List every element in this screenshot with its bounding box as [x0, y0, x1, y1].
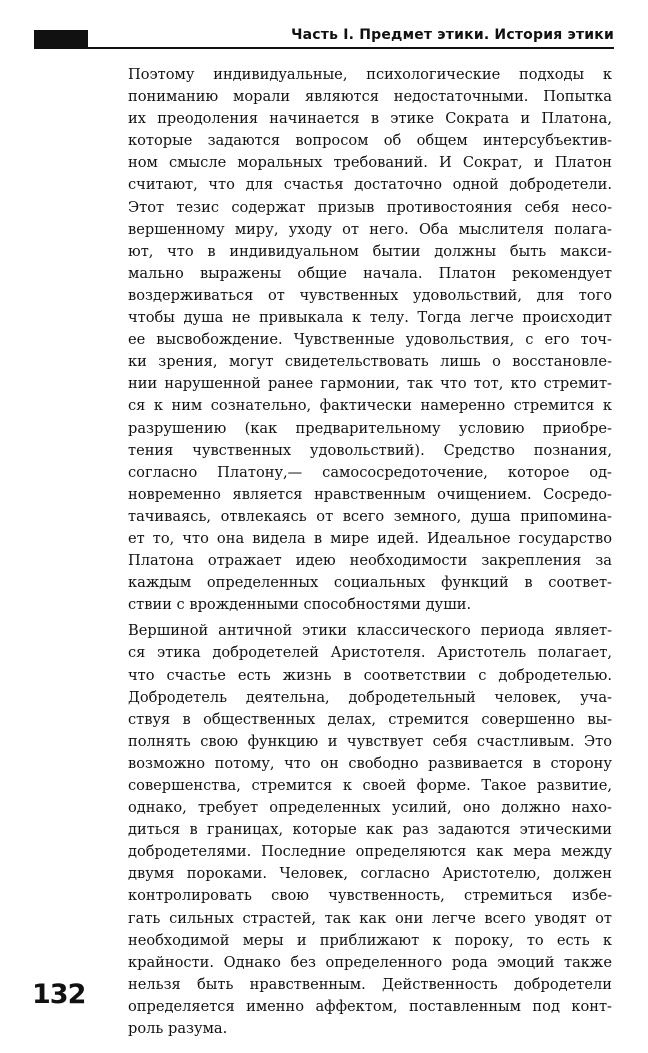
text-line: вершенному миру, уходу от него. Оба мыслителя полага-	[128, 220, 612, 238]
text-line: добродетелями. Последние определяются как мера между	[128, 843, 612, 861]
text-line: ет то, что она видела в мире идей. Идеальное государство	[128, 529, 612, 547]
text-line: разрушению (как предварительному условию приобре-	[128, 419, 612, 437]
text-line: ее высвобождение. Чувственные удовольствия, с его точ-	[128, 331, 612, 349]
text-line: контролировать свою чувственность, стремиться избе-	[128, 887, 612, 905]
text-line: ют, что в индивидуальном бытии должны быть макси-	[128, 242, 612, 260]
text-line: нии нарушенной ранее гармонии, так что тот, кто стремит-	[128, 375, 612, 393]
text-line: необходимой меры и приближают к пороку, то есть к	[128, 931, 612, 949]
paragraph-1	[128, 64, 612, 616]
text-line: Добродетель деятельна, добродетельный человек, уча-	[128, 688, 612, 706]
text-line: крайности. Однако без определенного рода эмоций также	[128, 953, 612, 971]
text-line: Платона отражает идею необходимости закрепления за	[128, 552, 612, 570]
paragraph-2	[128, 620, 612, 1040]
text-line: согласно Платону,— самососредоточение, которое од-	[128, 463, 612, 481]
text-line: воздерживаться от чувственных удовольствий, для того	[128, 286, 612, 304]
body-text	[128, 64, 612, 1040]
text-line: полнять свою функцию и чувствует себя счастливым. Это	[128, 732, 612, 750]
text-line: возможно потому, что он свободно развивается в сторону	[128, 754, 612, 772]
text-line: которые задаются вопросом об общем интерсубъектив-	[128, 132, 612, 150]
text-line: Поэтому индивидуальные, психологические подходы к	[128, 66, 612, 83]
text-line: роль разума.	[128, 1020, 228, 1038]
text-line: тения чувственных удовольствий). Средство познания,	[128, 441, 612, 459]
text-line: ствуя в общественных делах, стремится совершенно вы-	[128, 710, 612, 728]
text-line: тачиваясь, отвлекаясь от всего земного, душа припомина-	[128, 507, 612, 525]
text-line: нельзя быть нравственным. Действенность добродетели	[128, 975, 612, 993]
text-line: однако, требует определенных усилий, оно должно нахо-	[128, 799, 612, 817]
text-line: ки зрения, могут свидетельствовать лишь о восстановле-	[128, 353, 612, 371]
text-line: Этот тезис содержат призыв противостояния себя несо-	[128, 198, 612, 216]
page-number: 132	[32, 979, 86, 1010]
text-line: ном смысле моральных требований. И Сократ, и Платон	[128, 154, 612, 172]
text-line: ся этика добродетелей Аристотеля. Аристотель полагает,	[128, 644, 612, 662]
text-line: гать сильных страстей, так как они легче всего уводят от	[128, 909, 612, 927]
text-line: пониманию морали являются недостаточными. Попытка	[128, 88, 612, 106]
text-line: что счастье есть жизнь в соответствии с добродетелью.	[128, 666, 612, 684]
running-head: Часть I. Предмет этики. История этики	[291, 27, 614, 43]
header-rule	[34, 47, 614, 49]
text-line: ствии с врожденными способностями души.	[128, 596, 472, 614]
text-line: новременно является нравственным очищением. Сосредо-	[128, 485, 612, 503]
text-line: ся к ним сознательно, фактически намеренно стремится к	[128, 397, 612, 415]
text-line: диться в границах, которые как раз задаются этическими	[128, 821, 612, 839]
text-line: совершенства, стремится к своей форме. Такое развитие,	[128, 777, 612, 794]
text-line: определяется именно аффектом, поставленным под конт-	[128, 997, 612, 1015]
text-line: их преодоления начинается в этике Сократа и Платона,	[128, 110, 612, 128]
header-black-bar	[34, 30, 88, 48]
text-line: чтобы душа не привыкала к телу. Тогда легче происходит	[128, 309, 612, 327]
text-line: считают, что для счастья достаточно одной добродетели.	[128, 176, 612, 194]
text-line: каждым определенных социальных функций в соответ-	[128, 574, 612, 592]
text-line: Вершиной античной этики классического периода являет-	[128, 622, 612, 640]
text-line: мально выражены общие начала. Платон рекомендует	[128, 264, 612, 282]
text-line: двумя пороками. Человек, согласно Аристотелю, должен	[128, 865, 612, 883]
